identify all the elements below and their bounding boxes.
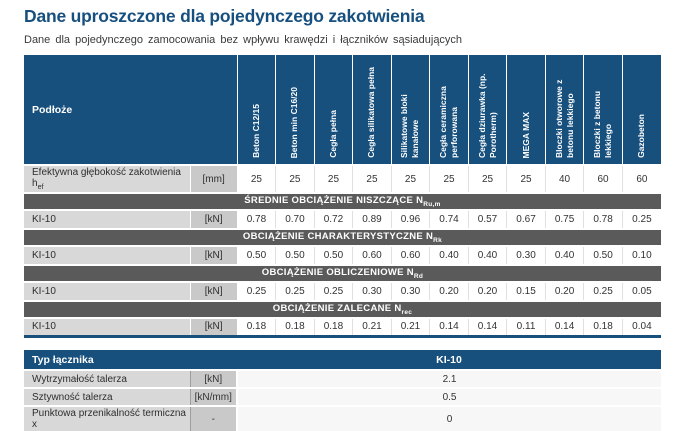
- value-cell: 0.10: [622, 246, 661, 265]
- column-header-label: MEGA MAX: [520, 111, 531, 158]
- value-cell: 0.72: [314, 210, 353, 229]
- value-cell: 0.14: [430, 318, 469, 337]
- substrate-header-row: [24, 55, 661, 165]
- section-title-text: OBCIĄŻENIE OBLICZENIOWE N: [261, 266, 414, 278]
- value-cell: 0.14: [545, 318, 584, 337]
- unit-cell: [mm]: [190, 165, 237, 193]
- substrate-header: Podłoże: [24, 55, 237, 165]
- value-cell: 0.50: [584, 246, 623, 265]
- column-header-beton-c16-20: [276, 55, 315, 165]
- value-cell: 0.30: [353, 282, 392, 301]
- value-cell: 0.60: [353, 246, 392, 265]
- column-header-label: Bloczki z betonu lekkiego: [592, 90, 614, 158]
- column-header-cegla-pelna: [314, 55, 353, 165]
- unit-cell: [kN]: [190, 210, 237, 229]
- value-cell: 0.50: [237, 246, 276, 265]
- column-header-cegla-ceramiczna: [430, 55, 469, 165]
- column-header-bloczki-otworowe: [545, 55, 584, 165]
- value-cell: 0.50: [314, 246, 353, 265]
- column-header-mega-max: [507, 55, 546, 165]
- embedment-depth-row: [24, 165, 661, 193]
- column-header-label: Beton C12/15: [250, 104, 261, 158]
- section-title: [24, 265, 661, 282]
- row-label: KI-10: [24, 210, 190, 229]
- value-cell: 25: [314, 165, 353, 193]
- column-header-cegla-silikatowa: [353, 55, 392, 165]
- value-cell: 0.18: [237, 318, 276, 337]
- unit-cell: [kN]: [190, 282, 237, 301]
- unit-cell: -: [190, 406, 237, 431]
- value-cell: 0.20: [468, 282, 507, 301]
- value-cell: 0.40: [468, 246, 507, 265]
- value-cell: 0.11: [507, 318, 546, 337]
- column-header-label: Silikatowe bloki kanałowe: [399, 94, 421, 158]
- section-title-subscript: Rk: [433, 236, 443, 244]
- connector-header-row: [24, 350, 661, 370]
- column-header-label: Cegła ceramiczna perforowana: [438, 86, 459, 158]
- value-cell: 0.30: [507, 246, 546, 265]
- row-label: KI-10: [24, 282, 190, 301]
- column-header-beton-c12-15: [237, 55, 276, 165]
- value-cell: 0.57: [468, 210, 507, 229]
- unit-cell: [kN]: [190, 370, 237, 388]
- value-cell: 0.70: [276, 210, 315, 229]
- value-cell: 0: [237, 406, 661, 431]
- value-cell: 0.18: [314, 318, 353, 337]
- value-cell: 0.78: [584, 210, 623, 229]
- row-label: KI-10: [24, 318, 190, 337]
- anchoring-data-table: [24, 55, 661, 338]
- section-title-text: OBCIĄŻENIE CHARAKTERYSTYCZNE N: [242, 230, 434, 242]
- value-cell: 0.74: [430, 210, 469, 229]
- value-cell: 0.50: [276, 246, 315, 265]
- embedment-label-text: Efektywna głębokość zakotwienia h: [32, 167, 181, 189]
- connector-type-header: Typ łącznika: [24, 350, 237, 370]
- value-cell: 0.25: [276, 282, 315, 301]
- embedment-label: [24, 165, 190, 193]
- section-title: [24, 301, 661, 318]
- page-subtitle: Dane dla pojedynczego zamocowania bez wpływu krawędzi i łączników sąsiadujących: [24, 34, 463, 46]
- value-cell: 0.67: [507, 210, 546, 229]
- value-cell: 0.60: [391, 246, 430, 265]
- unit-cell: [kN]: [190, 318, 237, 337]
- ki10-row-characteristic: [24, 246, 661, 265]
- ki10-row-design: [24, 282, 661, 301]
- ki10-row-mean-failure: [24, 210, 661, 229]
- value-cell: 25: [237, 165, 276, 193]
- value-cell: 0.21: [391, 318, 430, 337]
- unit-cell: [kN]: [190, 246, 237, 265]
- value-cell: 0.78: [237, 210, 276, 229]
- connector-type-value: KI-10: [237, 350, 661, 370]
- ki10-row-recommended: [24, 318, 661, 337]
- row-label: Wytrzymałość talerza: [24, 370, 190, 388]
- connector-properties-table: [24, 350, 661, 431]
- value-cell: 0.25: [237, 282, 276, 301]
- section-title-subscript: Ru,m: [423, 200, 441, 208]
- embedment-label-subscript: ef: [37, 184, 44, 191]
- row-label: KI-10: [24, 246, 190, 265]
- section-title: [24, 229, 661, 246]
- value-cell: 25: [353, 165, 392, 193]
- value-cell: 0.40: [430, 246, 469, 265]
- value-cell: 0.14: [468, 318, 507, 337]
- value-cell: 60: [584, 165, 623, 193]
- value-cell: 25: [430, 165, 469, 193]
- value-cell: 0.40: [545, 246, 584, 265]
- value-cell: 0.05: [622, 282, 661, 301]
- value-cell: 40: [545, 165, 584, 193]
- value-cell: 2.1: [237, 370, 661, 388]
- page-title: Dane uproszczone dla pojedynczego zakotwienia: [24, 6, 425, 26]
- column-header-label: Cegła dziurawka (np. Porotherm): [476, 73, 498, 158]
- value-cell: 60: [622, 165, 661, 193]
- value-cell: 0.20: [545, 282, 584, 301]
- value-cell: 0.30: [391, 282, 430, 301]
- section-header-design-load: [24, 265, 661, 282]
- value-cell: 0.25: [584, 282, 623, 301]
- column-header-cegla-dziurawka: [468, 55, 507, 165]
- column-header-label: Cegła pełna: [327, 110, 338, 158]
- value-cell: 0.18: [276, 318, 315, 337]
- section-title-subscript: rec: [401, 308, 413, 316]
- value-cell: 25: [391, 165, 430, 193]
- column-header-label: Beton min C16/20: [289, 86, 300, 158]
- connector-row-plate-stiffness: [24, 388, 661, 406]
- value-cell: 25: [507, 165, 546, 193]
- unit-cell: [kN/mm]: [190, 388, 237, 406]
- section-title-subscript: Rd: [413, 272, 424, 280]
- value-cell: 0.25: [622, 210, 661, 229]
- column-header-label: Cegła silikatowa pełna: [366, 67, 377, 158]
- value-cell: 0.25: [314, 282, 353, 301]
- value-cell: 0.21: [353, 318, 392, 337]
- section-header-recommended-load: [24, 301, 661, 318]
- value-cell: 0.96: [391, 210, 430, 229]
- value-cell: 0.75: [545, 210, 584, 229]
- connector-row-plate-strength: [24, 370, 661, 388]
- value-cell: 0.15: [507, 282, 546, 301]
- value-cell: 25: [276, 165, 315, 193]
- value-cell: 25: [468, 165, 507, 193]
- section-title-text: OBCIĄŻENIE ZALECANE N: [272, 302, 402, 314]
- column-header-bloczki-beton-lekki: [584, 55, 623, 165]
- value-cell: 0.04: [622, 318, 661, 337]
- value-cell: 0.18: [584, 318, 623, 337]
- section-title: [24, 193, 661, 210]
- connector-row-point-thermal-transmittance: [24, 406, 661, 431]
- column-header-gazobeton: [622, 55, 661, 165]
- column-header-label: Gazobeton: [636, 114, 647, 158]
- row-label: Sztywność talerza: [24, 388, 190, 406]
- value-cell: 0.20: [430, 282, 469, 301]
- section-header-characteristic-load: [24, 229, 661, 246]
- value-cell: 0.89: [353, 210, 392, 229]
- section-title-text: ŚREDNIE OBCIĄŻENIE NISZCZĄCE N: [244, 195, 424, 206]
- value-cell: 0.5: [237, 388, 661, 406]
- section-header-mean-failure-load: [24, 193, 661, 210]
- column-header-label: Bloczki otworowe z betonu lekkiego: [553, 79, 575, 158]
- row-label: Punktowa przenikalność termiczna x: [24, 406, 190, 431]
- column-header-silikatowe-bloki: [391, 55, 430, 165]
